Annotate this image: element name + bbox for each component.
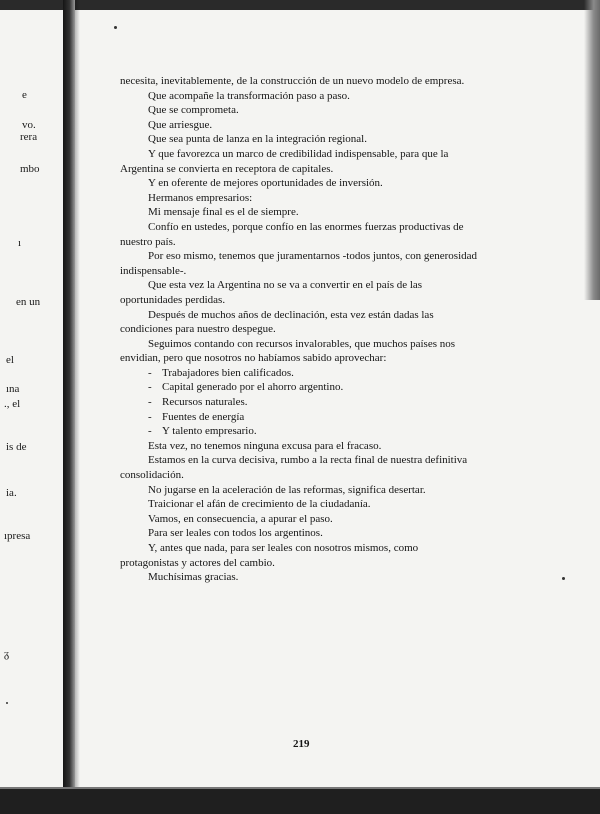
text-line: Estamos en la curva decisiva, rumbo a la recta final de nuestra definitiva [148, 454, 468, 467]
margin-fragment: el [6, 354, 14, 366]
text-line: envidian, pero que nosotros no habíamos sabido aprovechar: [120, 352, 387, 365]
text-line: Esta vez, no tenemos ninguna excusa para el fracaso. [148, 439, 382, 452]
scan-top-shadow-fade [100, 6, 300, 10]
book-spine-shadow [63, 0, 75, 814]
bullet-dash: - [148, 410, 152, 423]
list-item-text: Y talento empresario. [162, 425, 257, 438]
bullet-dash: - [148, 425, 152, 438]
scan-speck [562, 577, 565, 580]
text-line: nuestro país. [120, 235, 176, 248]
page-number: 219 [293, 738, 310, 750]
text-line: condiciones para nuestro despegue. [120, 323, 276, 336]
text-line: Y, antes que nada, para ser leales con nosotros mismos, como [148, 542, 419, 554]
list-item-text: Capital generado por el ahorro argentino. [162, 381, 344, 394]
text-line: Y en oferente de mejores oportunidades de inversión. [148, 177, 383, 190]
text-line: No jugarse en la aceleración de las reformas, significa desertar. [148, 483, 426, 496]
text-line: Y que favorezca un marco de credibilidad indispensable, para que la [148, 147, 449, 160]
list-item [120, 380, 515, 395]
text-line: Por eso mismo, tenemos que juramentarnos -todos juntos, con generosidad [148, 250, 478, 263]
list-item [120, 424, 515, 439]
margin-fragment: is de [6, 441, 27, 453]
list-item-text: Trabajadores bien calificados. [162, 366, 294, 379]
page-edge-shadow [584, 0, 600, 300]
text-line: Que acompañe la transformación paso a paso. [148, 89, 350, 102]
margin-fragment: ., el [4, 398, 21, 410]
text-line: Que esta vez la Argentina no se va a convertir en el país de las [148, 279, 423, 292]
scan-speck [6, 702, 8, 704]
margin-fragment: ına [6, 383, 20, 395]
text-line: Hermanos empresarios: [148, 191, 253, 204]
scan-bottom-shadow [0, 789, 600, 814]
text-line: consolidación. [120, 469, 184, 482]
bullet-dash: - [148, 396, 152, 409]
text-line: protagonistas y actores del cambio. [120, 556, 275, 569]
text-line: Para ser leales con todos los argentinos. [148, 527, 323, 540]
text-line: Vamos, en consecuencia, a apurar el paso. [148, 512, 333, 525]
margin-fragment: rera [20, 131, 38, 143]
text-line: Después de muchos años de declinación, esta vez están dadas las [148, 308, 434, 321]
list-item-text: Recursos naturales. [162, 396, 248, 409]
list-item [120, 366, 515, 381]
text-line: Que sea punta de lanza en la integración regional. [148, 133, 367, 146]
margin-fragment: ia. [6, 487, 17, 499]
document-body [120, 74, 515, 585]
text-line: necesita, inevitablemente, de la construcción de un nuevo modelo de empresa. [120, 75, 465, 87]
margin-fragment: vo. [22, 119, 36, 131]
margin-fragment: ıpresa [4, 530, 31, 542]
scan-top-shadow [0, 0, 600, 10]
text-line: Que arriesgue. [148, 118, 213, 131]
text-line: indispensable-. [120, 264, 187, 277]
scan-speck [114, 26, 117, 29]
text-line: oportunidades perdidas. [120, 293, 226, 306]
text-line: Seguimos contando con recursos invalorables, que muchos países nos [148, 337, 456, 350]
margin-fragment: e [22, 89, 27, 101]
margin-fragment: mbo [20, 163, 40, 175]
text-line: Traicionar el afán de crecimiento de la ciudadanía. [148, 498, 371, 511]
text-line: Mi mensaje final es el de siempre. [148, 206, 299, 219]
text-line: Que se comprometa. [148, 104, 239, 117]
margin-fragment: en un [16, 296, 41, 308]
text-line: Argentina se convierta en receptora de capitales. [120, 162, 334, 175]
text-line: Muchísimas gracias. [148, 571, 239, 584]
margin-fragment: ᵹ [4, 648, 10, 660]
bullet-dash: - [148, 381, 152, 394]
margin-fragment: ı [18, 237, 22, 249]
text-line: Confío en ustedes, porque confío en las enormes fuerzas productivas de [148, 220, 464, 233]
list-item [120, 410, 515, 425]
spine-gradient [75, 0, 80, 814]
bullet-dash: - [148, 366, 152, 379]
list-item-text: Fuentes de energía [162, 410, 245, 423]
list-item [120, 395, 515, 410]
